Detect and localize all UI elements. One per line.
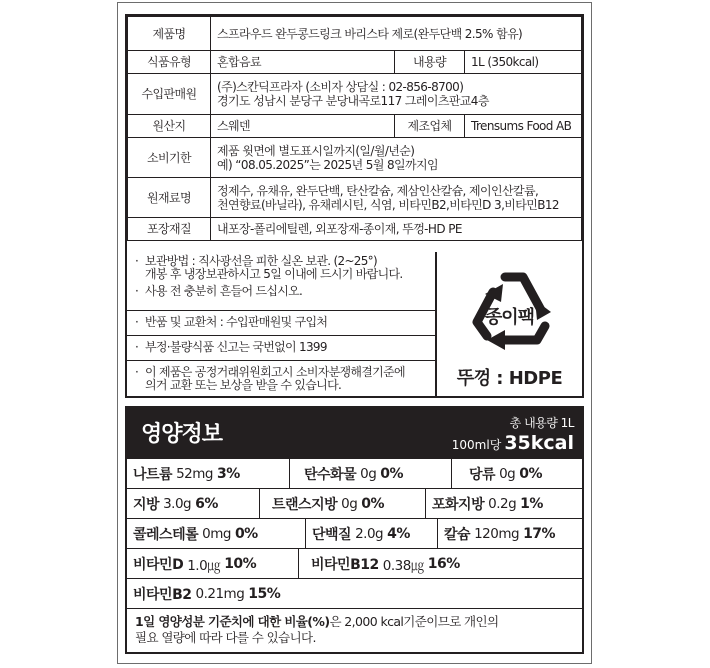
product-name-label: 제품명 [128, 17, 211, 51]
total-volume: 총 내용량 1L [509, 416, 574, 430]
notes-list [127, 252, 437, 398]
food-type-value: 혼합음료 [211, 51, 395, 74]
storage-line2: 개봉 후 냉장보관하시고 5일 이내에 드시기 바랍니다. [145, 267, 403, 281]
nutrient-vitamin-b2 [127, 579, 582, 608]
nutrient-name: 칼슘 [444, 526, 471, 543]
row-packaging [128, 218, 582, 241]
recycle-mark [437, 252, 582, 398]
note-exchange [127, 311, 435, 336]
nutrient-cholesterol [127, 519, 305, 548]
bullet: · [135, 254, 139, 268]
ingredients-label: 원재료명 [128, 178, 211, 218]
expiry-line1: 제품 윗면에 별도표시일까지(일/월/년순) [217, 143, 415, 158]
nutrient-name: 나트륨 [133, 466, 173, 483]
nutrient-percent: 16% [427, 555, 460, 572]
nutrient-name: 비타민B2 [133, 586, 192, 603]
nutrient-percent: 17% [523, 525, 556, 542]
nutrient-name: 탄수화물 [304, 466, 357, 483]
note-report [127, 336, 435, 361]
storage-line1: 보관방법 : 직사광선을 피한 실온 보관. (2~25°) [145, 254, 377, 268]
footnote-line2: 필요 열량에 따라 다를 수 있습니다. [135, 630, 316, 645]
nutrition-facts-panel [125, 406, 584, 654]
nutrient-percent: 0% [361, 495, 385, 512]
dispute-line1: 이 제품은 공정거래위원회고시 소비자분쟁해결기준에 [145, 365, 405, 379]
importer-line1: (주)스칸딕프라자 (소비자 상담실 : 02-856-8700) [217, 80, 464, 94]
nutrient-percent: 0% [519, 465, 543, 482]
nutrient-name: 단백질 [312, 526, 352, 543]
nutrient-amount: 0mg [202, 525, 231, 542]
per-serving-kcal: 35kcal [504, 432, 574, 454]
row-ingredients [128, 178, 582, 218]
nutrition-title: 영양정보 [141, 422, 223, 447]
expiry-value [211, 138, 582, 178]
nutrient-name: 당류 [469, 466, 496, 483]
nutrition-footnote [127, 608, 582, 651]
nutrient-amount: 0g [360, 465, 377, 482]
bullet: · [135, 340, 139, 354]
nutrient-trans-fat [259, 489, 425, 518]
row-importer [128, 74, 582, 115]
ingredients-line2: 천연향료(바닐라), 유채레시틴, 식염, 비타민B2,비타민D 3,비타민B12 [217, 197, 559, 212]
nutrient-sodium [127, 459, 289, 488]
nutrient-amount: 52mg [176, 465, 213, 482]
nutrient-amount: 2.0g [355, 525, 384, 542]
row-product-name [128, 17, 582, 51]
nutrient-percent: 10% [224, 555, 257, 572]
nutrient-name: 비타민D [133, 556, 184, 573]
notes-and-recycle [127, 252, 582, 398]
per-serving-unit: 100ml당 [451, 438, 502, 452]
volume-value: 1L (350kcal) [465, 51, 582, 74]
nutrient-row-3 [127, 518, 582, 548]
footnote-bold: 1일 영양성분 기준치에 대한 비율(%) [135, 614, 330, 629]
packaging-label: 포장재질 [128, 218, 211, 241]
manufacturer-label: 제조업체 [395, 115, 465, 138]
product-info-panel [125, 14, 584, 398]
food-type-label: 식품유형 [128, 51, 211, 74]
nutrient-amount: 3.0g [163, 495, 192, 512]
cap-material-label: 뚜껑 : HDPE [456, 368, 563, 389]
row-food-type [128, 51, 582, 74]
row-expiry [128, 138, 582, 178]
nutrient-amount: 0.2g [488, 495, 517, 512]
bullet: · [135, 365, 139, 379]
origin-label: 원산지 [128, 115, 211, 138]
nutrient-saturated-fat [425, 489, 582, 518]
ingredients-line1: 정제수, 유채유, 완두단백, 탄산칼슘, 제삼인산칼슘, 제이인산칼륨, [217, 183, 539, 198]
nutrient-sugars [451, 459, 582, 488]
nutrient-name: 트랜스지방 [272, 496, 338, 513]
nutrition-header [127, 408, 582, 458]
volume-label: 내용량 [395, 51, 465, 74]
packaging-value: 내포장-폴리에틸렌, 외포장재-종이재, 뚜껑-HD PE [211, 218, 582, 241]
nutrient-amount: 0.21mg [195, 585, 245, 602]
nutrient-amount: 1.0㎍ [187, 557, 221, 574]
bullet: · [135, 284, 139, 298]
nutrient-name: 포화지방 [432, 496, 485, 513]
footnote-rest: 은 2,000 kcal기준이므로 개인의 [329, 614, 499, 629]
nutrient-calcium [437, 519, 582, 548]
report-note: 부정·불량식품 신고는 국번없이 1399 [145, 340, 327, 354]
nutrient-name: 콜레스테롤 [133, 526, 199, 543]
nutrient-vitamin-b12 [298, 549, 582, 578]
shake-note: 사용 전 충분히 흔들어 드십시오. [145, 284, 303, 298]
nutrient-percent: 15% [248, 585, 281, 602]
nutrient-name: 비타민B12 [311, 556, 379, 573]
nutrient-row-1 [127, 458, 582, 488]
note-storage [127, 252, 435, 311]
nutrient-carbohydrate [289, 459, 451, 488]
nutrient-percent: 1% [520, 495, 543, 512]
nutrient-vitamin-d [127, 549, 298, 578]
dispute-line2: 의거 교환 또는 보상을 받을 수 있습니다. [145, 378, 342, 392]
nutrient-row-2 [127, 488, 582, 518]
expiry-label: 소비기한 [128, 138, 211, 178]
note-dispute [127, 361, 435, 398]
nutrient-percent: 4% [387, 525, 410, 542]
exchange-note: 반품 및 교환처 : 수입판매원및 구입처 [145, 315, 328, 329]
nutrient-amount: 0.38㎍ [382, 557, 424, 574]
nutrient-percent: 0% [380, 465, 404, 482]
origin-value: 스웨덴 [211, 115, 395, 138]
nutrient-name: 지방 [133, 496, 160, 513]
nutrient-percent: 3% [216, 465, 240, 482]
nutrient-percent: 0% [234, 525, 258, 542]
product-info-table [127, 16, 582, 241]
nutrient-amount: 0g [341, 495, 358, 512]
nutrient-protein [305, 519, 437, 548]
importer-value [211, 74, 582, 115]
expiry-line2: 예) “08.05.2025”는 2025년 5월 8일까지임 [217, 157, 439, 172]
ingredients-value [211, 178, 582, 218]
product-name-value: 스프라우드 완두콩드링크 바리스타 제로(완두단백 2.5% 함유) [211, 17, 582, 51]
bullet: · [135, 315, 139, 329]
importer-label: 수입판매원 [128, 74, 211, 115]
importer-line2: 경기도 성남시 분당구 분당내곡로117 그레이츠판교4층 [217, 94, 489, 108]
recycle-label: 종이팩 [484, 307, 535, 328]
nutrient-fat [127, 489, 259, 518]
nutrient-row-4 [127, 548, 582, 578]
nutrient-amount: 120mg [474, 525, 520, 542]
row-origin [128, 115, 582, 138]
manufacturer-value: Trensums Food AB [465, 115, 582, 138]
nutrient-percent: 6% [195, 495, 218, 512]
nutrient-amount: 0g [499, 465, 516, 482]
nutrient-row-5 [127, 578, 582, 608]
per-serving [452, 432, 574, 454]
